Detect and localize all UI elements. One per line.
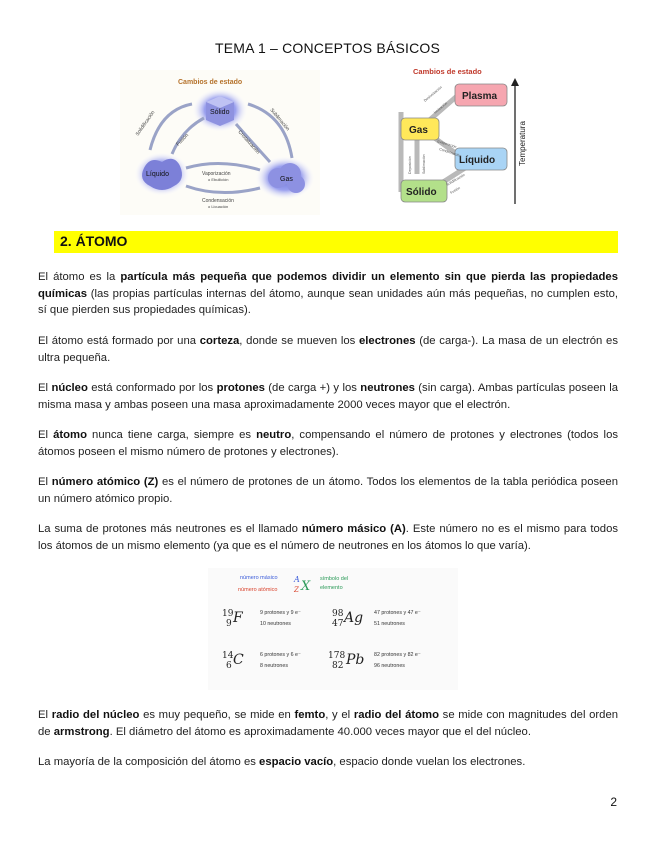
svg-text:9 protones y 9 e⁻: 9 protones y 9 e⁻ xyxy=(260,610,301,616)
svg-text:47 protones y 47 e⁻: 47 protones y 47 e⁻ xyxy=(374,610,421,616)
svg-text:Gas: Gas xyxy=(280,176,293,183)
svg-text:Temperatura: Temperatura xyxy=(518,121,527,166)
bold-term: número másico (A) xyxy=(301,523,406,535)
svg-text:F: F xyxy=(233,610,243,626)
section-heading-bar xyxy=(54,231,618,253)
svg-text:8 neutrones: 8 neutrones xyxy=(260,663,288,669)
svg-text:Sublimación: Sublimación xyxy=(422,154,426,174)
bold-term: electrones xyxy=(359,335,416,347)
page-number: 2 xyxy=(610,795,617,809)
states-cycle-figure xyxy=(120,70,320,215)
paragraph-radio: El radio del núcleo es muy pequeño, se mide en femto, y el radio del átomo se mide con magnitudes del orden de armstrong. El diámetro del átomo es aproximadamente 40.000 veces mayor que el del núcleo. xyxy=(38,709,619,738)
bold-term: neutrones xyxy=(360,382,415,394)
svg-text:14: 14 xyxy=(222,651,234,661)
svg-text:A: A xyxy=(294,575,300,584)
svg-text:82 protones y 82 e⁻: 82 protones y 82 e⁻ xyxy=(374,652,421,658)
svg-text:Plasma: Plasma xyxy=(462,91,498,102)
svg-text:Pb: Pb xyxy=(346,652,365,668)
bold-term: radio del núcleo xyxy=(51,709,140,721)
svg-text:número atómico: número atómico xyxy=(238,587,278,593)
paragraph-corteza: El átomo está formado por una corteza, donde se mueven los electrones (de carga-). La masa de un electrón es ultra pequeña. xyxy=(38,335,618,364)
svg-text:10 neutrones: 10 neutrones xyxy=(260,621,291,627)
svg-text:96 neutrones: 96 neutrones xyxy=(374,663,405,669)
svg-text:Condensación: Condensación xyxy=(202,198,234,204)
paragraph-nucleo: El núcleo está conformado por los protones (de carga +) y los neutrones (sin carga). Ambas partículas poseen la misma masa y ambas poseen una masa aproximadamente 2000 veces mayor que el electrón. xyxy=(38,382,618,411)
svg-text:Vaporización: Vaporización xyxy=(202,171,231,177)
svg-text:Sólido: Sólido xyxy=(210,109,230,116)
bold-term: protones xyxy=(216,382,265,394)
svg-text:Fusión: Fusión xyxy=(449,186,461,195)
svg-text:símbolo del: símbolo del xyxy=(320,576,349,582)
svg-text:Líquido: Líquido xyxy=(146,171,169,178)
paragraph-neutro: El átomo nunca tiene carga, siempre es neutro, compensando el número de protones y electrones (todos los átomos poseen el mismo número de protones y electrones). xyxy=(38,429,618,458)
svg-text:6 protones y 6 e⁻: 6 protones y 6 e⁻ xyxy=(260,652,301,658)
svg-text:Cambios de estado: Cambios de estado xyxy=(178,79,243,86)
section-title: 2. ÁTOMO xyxy=(60,233,128,249)
bold-term: femto xyxy=(294,709,326,721)
svg-text:X: X xyxy=(301,579,311,594)
svg-text:C: C xyxy=(233,652,244,668)
svg-text:elemento: elemento xyxy=(320,585,343,591)
svg-text:82: 82 xyxy=(332,661,344,671)
bold-term: armstrong xyxy=(53,725,110,738)
svg-text:Ag: Ag xyxy=(344,610,364,626)
svg-text:Z: Z xyxy=(294,586,299,594)
svg-text:número másico: número másico xyxy=(240,575,278,581)
svg-text:o Ebullición: o Ebullición xyxy=(208,177,229,182)
bold-term: número atómico (Z) xyxy=(51,476,159,488)
svg-text:Desionización: Desionización xyxy=(423,85,443,103)
nuclide-notation-figure xyxy=(208,568,458,690)
svg-text:Evaporación: Evaporación xyxy=(436,139,457,150)
svg-text:51 neutrones: 51 neutrones xyxy=(374,621,405,627)
bold-term: átomo xyxy=(53,429,87,441)
paragraph-numero-atomico: El número atómico (Z) es el número de protones de un átomo. Todos los elementos de la tabla periódica poseen un número atómico propio. xyxy=(38,476,618,505)
svg-text:Líquido: Líquido xyxy=(459,155,496,166)
svg-text:o Licuación: o Licuación xyxy=(208,204,229,209)
paragraph-numero-masico: La suma de protones más neutrones es el llamado número másico (A). Este número no es el mismo para todos los átomos de un mismo elemento (ya que es el número de neutrones en los átomos lo que varía). xyxy=(38,523,618,552)
paragraph-espacio-vacio: La mayoría de la composición del átomo es espacio vacío, espacio donde vuelan los electrones. xyxy=(38,756,526,768)
page-title: TEMA 1 – CONCEPTOS BÁSICOS xyxy=(214,40,441,56)
paragraph-definition: El átomo es la partícula más pequeña que podemos dividir un elemento sin que pierda las propiedades químicas (las propias partículas internas del átomo, aunque sean unidades aún más pequeñas, no cumplen esto, sí que pierden sus propiedades químicas). xyxy=(38,271,618,316)
svg-text:Solidificación: Solidificación xyxy=(134,109,157,138)
bold-term: espacio vacío xyxy=(259,756,334,768)
svg-text:Sólido: Sólido xyxy=(406,187,437,198)
bold-term: partícula más pequeña que podemos dividir un elemento sin que pierda las propiedades químicas xyxy=(38,271,618,300)
svg-text:Gas: Gas xyxy=(409,125,428,136)
bold-term: núcleo xyxy=(51,382,88,394)
states-temperature-figure xyxy=(395,62,530,210)
svg-text:Deposición: Deposición xyxy=(408,156,412,174)
svg-text:9: 9 xyxy=(226,619,232,629)
svg-text:6: 6 xyxy=(226,661,232,671)
svg-text:Sublimación: Sublimación xyxy=(268,107,291,133)
svg-text:19: 19 xyxy=(222,609,234,619)
svg-text:Cambios de estado: Cambios de estado xyxy=(413,67,482,76)
svg-text:Ionización: Ionización xyxy=(433,101,449,115)
bold-term: neutro xyxy=(256,429,292,441)
svg-text:178: 178 xyxy=(328,651,346,661)
bold-term: radio del átomo xyxy=(353,709,439,721)
svg-text:47: 47 xyxy=(332,619,344,629)
svg-text:Solidificación: Solidificación xyxy=(445,172,466,187)
svg-text:Condensación: Condensación xyxy=(438,147,462,159)
svg-text:Cristalización: Cristalización xyxy=(236,129,261,156)
svg-text:Fusión: Fusión xyxy=(175,132,191,148)
svg-text:98: 98 xyxy=(332,609,344,619)
bold-term: corteza xyxy=(199,335,240,347)
